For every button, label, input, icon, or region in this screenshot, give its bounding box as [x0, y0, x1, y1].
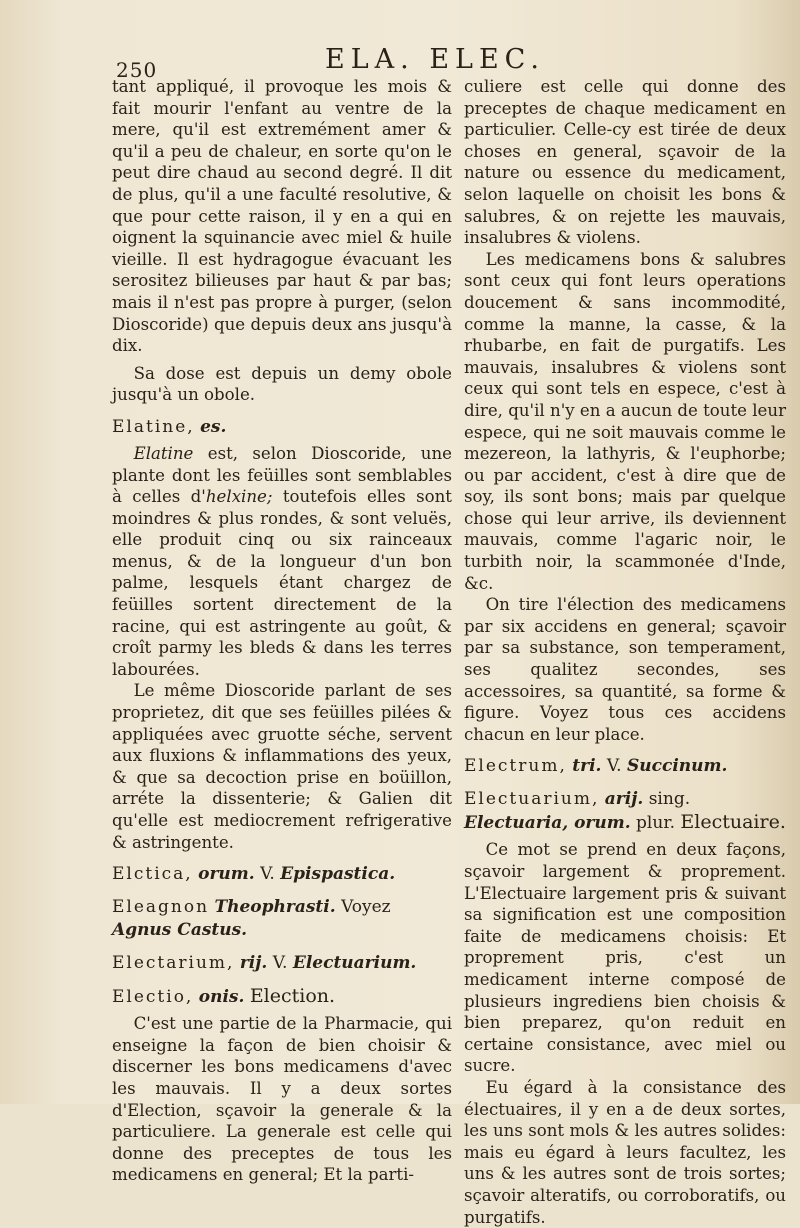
- paragraph: [112, 443, 452, 681]
- headword: Electarium,: [112, 953, 235, 974]
- text: est, selon Dioscoride, une plante dont les feüilles sont semblables à celles d': [112, 443, 452, 507]
- text: toutefois elles sont moindres & plus rondes, & sont veluës, elle produit cinq ou six rainceaux menus, & de la longueur d'un bon palme, lesquels étant chargez de feüilles sortent directement de la racine, qui est astringente au goût, & croît parmy les bleds & dans les terres labourées.: [112, 487, 452, 679]
- genitive: arij.: [604, 789, 644, 810]
- right-column: [464, 76, 786, 1228]
- author: Theophrasti.: [214, 897, 336, 918]
- french-word: Election.: [249, 985, 336, 1008]
- genitive: onis.: [198, 987, 245, 1008]
- number-label: plur.: [636, 813, 675, 834]
- running-header: [110, 40, 760, 82]
- genitive: orum.: [198, 864, 255, 885]
- number-label: sing.: [648, 789, 691, 810]
- entry-heading-electrum: [464, 755, 786, 778]
- entry-heading-electuarium: [464, 788, 786, 835]
- paragraph: Eu égard à la consistance des électuaires, il y en a de deux sortes, les uns sont mols & les autres solides: mais eu égard à leurs facultez, les uns & les autres sont de trois sortes; sçavoir alteratifs, ou corroboratifs, ou purgatifs.: [464, 1077, 786, 1227]
- page-number: 250: [116, 58, 158, 82]
- headword: Eleagnon: [112, 897, 210, 918]
- term: Elatine: [133, 443, 194, 463]
- entry-heading-electio: [112, 985, 452, 1009]
- genitive: es.: [200, 416, 227, 437]
- entry-heading-elctica: [112, 863, 452, 886]
- cross-reference: Succinum.: [626, 756, 728, 777]
- paragraph: On tire l'élection des medicamens par six accidens en general; sçavoir par sa substance, son temperament, ses qualitez secondes, ses accessoires, sa quantité, sa forme & figure. Voyez tous ces accidens chacun en leur place.: [464, 595, 786, 744]
- left-column: [112, 76, 452, 1186]
- headword: Electrum,: [464, 756, 567, 777]
- entry-heading-electarium: [112, 952, 452, 975]
- cross-reference: Electuarium.: [292, 953, 417, 974]
- plural-form: Electuaria, orum.: [464, 813, 631, 834]
- paragraph: C'est une partie de la Pharmacie, qui enseigne la façon de bien choisir & discerner les bons medicamens d'avec les mauvais. Il y a deux sortes d'Election, sçavoir la generale & la particuliere. La generale est celle qui donne des preceptes de tous les medicamens en general; Et la parti-: [112, 1014, 452, 1185]
- cross-reference: Epispastica.: [280, 864, 396, 885]
- headword: Electuarium,: [464, 789, 600, 810]
- term: helxine;: [205, 487, 273, 507]
- see-label: V.: [272, 953, 288, 974]
- entry-heading-elatine: [112, 416, 452, 439]
- paragraph: culiere est celle qui donne des preceptes de chaque medicament en particulier. Celle-cy est tirée de deux choses en general, sçavoir de la nature ou essence du medicament, selon laquelle on choisit les bons & salubres, & on rejette les mauvais, insalubres & violens.: [464, 77, 786, 248]
- headword: Elctica,: [112, 864, 193, 885]
- headword: Elatine,: [112, 416, 195, 437]
- paragraph: Ce mot se prend en deux façons, sçavoir largement & proprement. L'Electuaire largement pris & suivant sa signification est une composition faite de medicamens choisis: Et proprement pris, c'est un medicament interne composé de plusieurs ingrediens bien choisis & bien preparez, qu'on reduit en certaine consistance, avec miel ou sucre.: [464, 840, 786, 1076]
- cross-reference: Agnus Castus.: [112, 920, 248, 941]
- paragraph: Les medicamens bons & salubres sont ceux qui font leurs operations doucement & sans incommodité, comme la manne, la casse, & la rhubarbe, en fait de purgatifs. Les mauvais, insalubres & violens sont ceux qui sont tels en espece, c'est à dire, qu'il n'y en a aucun de toute leur espece, qui ne soit mauvais comme le mezereon, la lathyris, & l'euphorbe; ou par accident, c'est à dire que de soy, ils sont bons; mais par quelque chose qui leur arrive, ils deviennent mauvais, comme l'agaric noir, le turbith noir, la scammonée d'Inde, &c.: [464, 249, 786, 593]
- genitive: tri.: [572, 756, 602, 777]
- paragraph: tant appliqué, il provoque les mois & fait mourir l'enfant au ventre de la mere, qu'il est extremément amer & qu'il a peu de chaleur, en sorte qu'on le peut dire chaud au second degré. Il dit de plus, qu'il a une faculté resolutive, & que pour cette raison, il y en a qui en oignent la squinancie avec miel & huile vieille. Il est hydragogue évacuant les serositez bilieuses par haut & par bas; mais il n'est pas propre à purger, (selon Dioscoride) que depuis deux ans jusqu'à dix.: [112, 77, 452, 356]
- see-label: Voyez: [341, 897, 391, 918]
- french-word: Electuaire.: [680, 811, 786, 834]
- entry-heading-eleagnon: [112, 896, 452, 942]
- see-label: V.: [606, 756, 622, 777]
- paragraph: Le même Dioscoride parlant de ses proprietez, dit que ses feüilles pilées & appliquées avec gruotte séche, servent aux fluxions & inflammations des yeux, & que sa decoction prise en boüillon, arréte la dissenterie; & Galien dit qu'elle est mediocrement refrigerative & astringente.: [112, 681, 452, 852]
- see-label: V.: [260, 864, 275, 885]
- genitive: rij.: [239, 953, 268, 974]
- paragraph: Sa dose est depuis un demy obole jusqu'à un obole.: [112, 363, 452, 405]
- headword: Electio,: [112, 987, 194, 1008]
- running-head-title: ELA. ELEC.: [325, 44, 545, 75]
